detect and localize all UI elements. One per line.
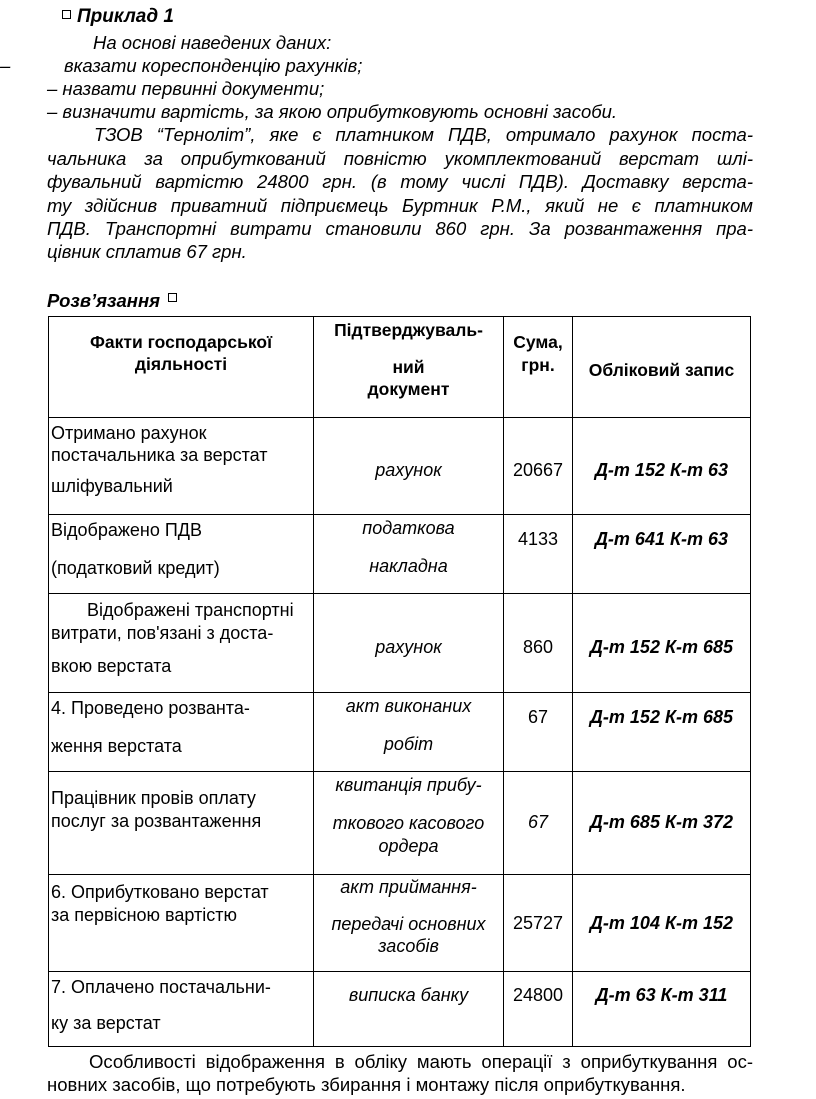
doc-text: рахунок bbox=[375, 460, 442, 480]
sum-text: 20667 bbox=[512, 460, 564, 480]
header-doc-cell bbox=[314, 317, 504, 418]
table-row bbox=[49, 418, 751, 515]
footer-line: Особливості відображення в обліку мають операції з оприбуткування ос- bbox=[89, 1051, 753, 1072]
task-item-2: – назвати первинні документи; bbox=[47, 78, 325, 99]
sum-cell bbox=[504, 772, 573, 875]
header-record-cell bbox=[573, 317, 751, 418]
doc-text: акт виконаних робіт bbox=[345, 696, 472, 754]
sum-cell bbox=[504, 875, 573, 972]
fact-cell bbox=[49, 875, 314, 972]
sum-cell bbox=[504, 972, 573, 1047]
condition-line: фувальний вартістю 24800 грн. (в тому числі ПДВ). Доставку верста- bbox=[47, 171, 753, 192]
ledger-table bbox=[48, 316, 751, 1047]
header-doc-line3: документ bbox=[367, 379, 450, 399]
header-sum-cell bbox=[504, 317, 573, 418]
sum-text: 860 bbox=[522, 637, 554, 657]
table-row bbox=[49, 515, 751, 594]
condition-line: ТЗОВ “Тернолiт”, яке є платником ПДВ, отримало рахунок поста- bbox=[94, 124, 753, 145]
record-cell bbox=[573, 693, 751, 772]
sum-cell bbox=[504, 418, 573, 515]
condition-line: чальника за оприбуткований повністю укомплектований верстат шлі- bbox=[47, 148, 753, 169]
doc-text: квитанція прибу- ткового касового ордера bbox=[332, 775, 485, 856]
record-cell bbox=[573, 515, 751, 594]
doc-cell bbox=[314, 875, 504, 972]
header-record: Обліковий запис bbox=[588, 360, 735, 380]
fact-cell bbox=[49, 772, 314, 875]
sum-text: 25727 bbox=[512, 913, 564, 933]
record-cell bbox=[573, 418, 751, 515]
solution-heading-line bbox=[47, 290, 177, 312]
condition-line: ПДВ. Транспортні витрати становили 860 грн. За розвантаження пра- bbox=[47, 218, 753, 239]
fact-text: Отримано рахунок постачальника за верстат шліфувальний bbox=[51, 423, 268, 496]
doc-cell bbox=[314, 594, 504, 693]
fact-text: Відображено ПДВ (податковий кредит) bbox=[51, 520, 220, 578]
record-text: Д-т 152 К-т 685 bbox=[589, 637, 734, 657]
task-dash: – bbox=[0, 55, 11, 76]
record-cell bbox=[573, 772, 751, 875]
table-row bbox=[49, 693, 751, 772]
record-text: Д-т 104 К-т 152 bbox=[589, 913, 734, 933]
fact-cell bbox=[49, 515, 314, 594]
sum-text: 67 bbox=[527, 707, 549, 727]
fact-text: 6. Оприбутковано верстат за первісною вартістю bbox=[51, 882, 269, 925]
checkbox-square-icon bbox=[168, 293, 177, 302]
doc-text: рахунок bbox=[375, 637, 442, 657]
record-text: Д-т 152 К-т 63 bbox=[594, 460, 729, 480]
checkbox-square-icon bbox=[62, 10, 71, 19]
fact-cell bbox=[49, 418, 314, 515]
header-fact: Факти господарської діяльності bbox=[89, 332, 273, 374]
solution-heading: Розв’язання bbox=[47, 290, 161, 311]
sum-cell bbox=[504, 594, 573, 693]
doc-cell bbox=[314, 693, 504, 772]
doc-cell bbox=[314, 772, 504, 875]
fact-cell bbox=[49, 972, 314, 1047]
doc-text: виписка банку bbox=[348, 985, 469, 1005]
doc-cell bbox=[314, 515, 504, 594]
doc-cell bbox=[314, 972, 504, 1047]
record-cell bbox=[573, 972, 751, 1047]
sum-text: 4133 bbox=[517, 529, 559, 549]
table-row bbox=[49, 772, 751, 875]
doc-cell bbox=[314, 418, 504, 515]
record-text: Д-т 641 К-т 63 bbox=[594, 529, 729, 549]
footer-line: новних засобів, що потребують збирання і монтажу після оприбуткування. bbox=[47, 1074, 686, 1095]
record-text: Д-т 685 К-т 372 bbox=[589, 812, 734, 832]
header-fact-cell bbox=[49, 317, 314, 418]
sum-text: 67 bbox=[527, 812, 549, 832]
doc-text: податкова накладна bbox=[362, 518, 455, 576]
table-row bbox=[49, 875, 751, 972]
fact-text: Відображені транспортні витрати, пов'язані з доста- вкою верстата bbox=[51, 600, 294, 676]
condition-line: ту здійснив приватний підприємець Буртник Р.М., який не є платником bbox=[47, 195, 753, 216]
example-title-line bbox=[62, 6, 174, 28]
header-doc-line1: Підтверджуваль- bbox=[334, 320, 483, 340]
task-item-1: вказати кореспонденцію рахунків; bbox=[64, 55, 363, 76]
sum-text: 24800 bbox=[512, 985, 564, 1005]
condition-line: цівник сплатив 67 грн. bbox=[47, 241, 247, 262]
record-text: Д-т 63 К-т 311 bbox=[595, 985, 728, 1005]
header-sum: Сума, грн. bbox=[513, 332, 563, 375]
fact-text: 4. Проведено розванта- ження верстата bbox=[51, 698, 250, 756]
header-doc-line2: ний bbox=[392, 357, 425, 377]
doc-text: акт приймання- передачі основних засобів bbox=[331, 877, 486, 956]
sum-cell bbox=[504, 515, 573, 594]
record-cell bbox=[573, 594, 751, 693]
task-intro: На основі наведених даних: bbox=[93, 32, 332, 53]
record-cell bbox=[573, 875, 751, 972]
fact-cell bbox=[49, 594, 314, 693]
record-text: Д-т 152 К-т 685 bbox=[589, 707, 734, 727]
sum-cell bbox=[504, 693, 573, 772]
fact-cell bbox=[49, 693, 314, 772]
table-header-row bbox=[49, 317, 751, 418]
fact-text: Працівник провів оплату послуг за розвантаження bbox=[51, 788, 262, 831]
example-title: Приклад 1 bbox=[77, 6, 174, 27]
table-row bbox=[49, 972, 751, 1047]
task-item-3: – визначити вартість, за якою оприбутковують основні засоби. bbox=[47, 101, 618, 122]
fact-text: 7. Оплачено постачальни- ку за верстат bbox=[51, 977, 271, 1033]
table-row bbox=[49, 594, 751, 693]
